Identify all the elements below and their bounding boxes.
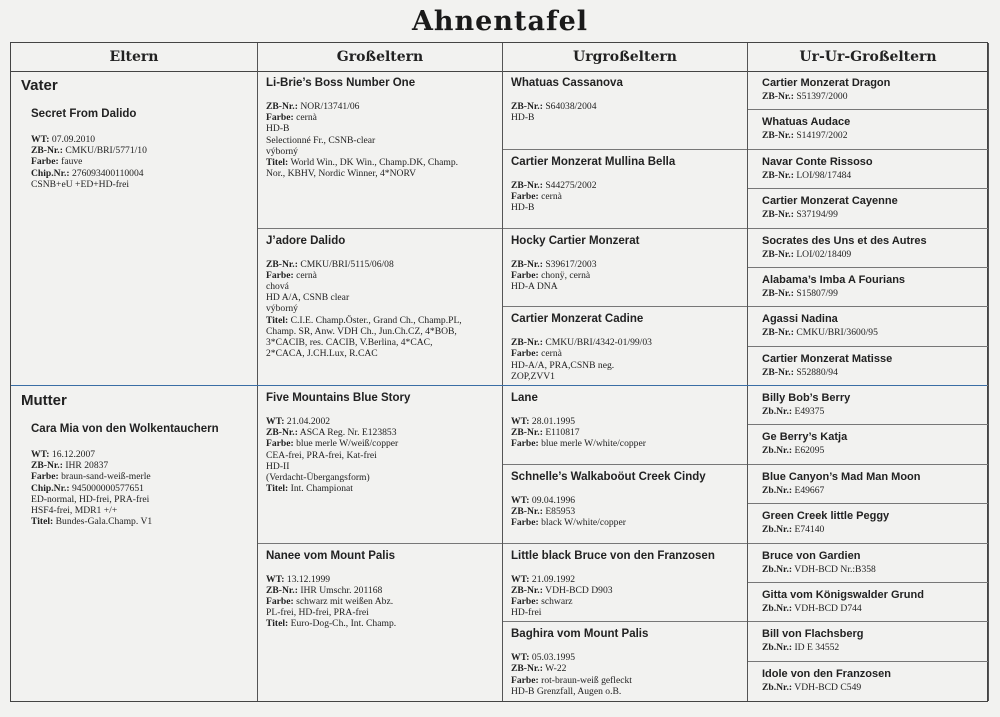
detail-line	[266, 112, 494, 123]
dog-name: Cartier Monzerat Matisse	[762, 352, 893, 365]
detail-value: schwarz	[541, 595, 573, 607]
detail-value: E49375	[794, 406, 825, 417]
detail-value: E85953	[545, 505, 576, 517]
dog-name: Gitta vom Königswalder Grund	[762, 588, 924, 601]
detail-line	[266, 337, 494, 348]
detail-value: VDH-BCD D903	[545, 584, 613, 596]
detail-key: ZB-Nr.:	[266, 101, 298, 112]
half-separator	[11, 385, 987, 386]
detail-line	[266, 450, 494, 461]
detail-line	[511, 517, 739, 528]
detail-line	[762, 603, 980, 614]
parent-cell-mutter	[11, 386, 257, 701]
detail-key: ZB-Nr.:	[511, 101, 543, 112]
great-great-grandparent-cell	[748, 307, 988, 346]
detail-line	[266, 574, 494, 585]
detail-line	[266, 168, 494, 179]
dog-name: Billy Bob’s Berry	[762, 392, 851, 404]
detail-value: LOI/98/17484	[796, 169, 852, 181]
detail-value: Bundes-Gala.Champ. V1	[55, 516, 153, 528]
detail-value: 28.01.1995	[531, 416, 576, 427]
detail-line	[511, 101, 739, 112]
parent-cell-vater	[11, 71, 257, 386]
detail-key: Zb.Nr.:	[762, 642, 793, 654]
dog-name: Cartier Monzerat Cayenne	[762, 195, 898, 208]
column-parents	[11, 43, 258, 701]
parent-role: Vater	[21, 77, 58, 94]
detail-line	[266, 472, 494, 483]
detail-value: W-22	[545, 663, 567, 675]
detail-line	[266, 101, 494, 112]
detail-value: HD-A DNA	[511, 280, 558, 292]
detail-line	[511, 202, 739, 213]
detail-value: CMKU/BRI/5771/10	[65, 145, 147, 157]
detail-line	[762, 406, 980, 417]
detail-line	[31, 460, 249, 471]
detail-line	[266, 416, 494, 427]
dog-name: Bruce von Gardien	[762, 549, 861, 562]
detail-key: Farbe:	[266, 438, 294, 450]
detail-value: výborný	[266, 303, 298, 315]
dog-name: Agassi Nadina	[762, 313, 838, 326]
detail-line	[31, 168, 249, 179]
detail-line	[511, 574, 739, 585]
detail-line	[266, 348, 494, 359]
detail-value: HD-B Grenzfall, Augen o.B.	[511, 685, 622, 697]
detail-line	[762, 91, 980, 102]
detail-value: ED-normal, HD-frei, PRA-frei	[31, 493, 150, 505]
detail-key: WT:	[511, 494, 530, 506]
detail-line	[511, 416, 739, 427]
grandparent-cell	[258, 544, 502, 702]
detail-line	[762, 564, 980, 575]
detail-value: (Verdacht-Übergangsform)	[266, 472, 370, 484]
dog-name: Whatuas Audace	[762, 116, 851, 129]
detail-line	[266, 281, 494, 292]
detail-value: Champ. SR, Anw. VDH Ch., Jun.Ch.CZ, 4*BOB,	[266, 325, 457, 337]
detail-line	[762, 485, 980, 496]
detail-line	[266, 259, 494, 270]
detail-line	[762, 288, 980, 299]
dog-name: Nanee vom Mount Palis	[266, 549, 396, 562]
detail-key: Zb.Nr.:	[762, 484, 793, 496]
detail-value: VDH-BCD Nr.:B358	[794, 563, 876, 575]
detail-value: Euro-Dog-Ch., Int. Champ.	[290, 618, 397, 630]
detail-value: IHR Umschr. 201168	[300, 584, 383, 596]
detail-value: HD A/A, CSNB clear	[266, 292, 350, 304]
detail-key: Farbe:	[511, 438, 539, 450]
detail-line	[31, 156, 249, 167]
detail-line	[511, 337, 739, 348]
dog-name: Li-Brie’s Boss Number One	[266, 77, 416, 89]
detail-value: Int. Championat	[290, 483, 353, 495]
detail-line	[762, 682, 980, 693]
great-great-grandparent-cell	[748, 662, 988, 701]
detail-value: HSF4-frei, MDR1 +/+	[31, 505, 118, 517]
detail-value: cernà	[541, 190, 562, 202]
detail-value: IHR 20837	[65, 460, 109, 472]
detail-line	[31, 494, 249, 505]
detail-key: Farbe:	[511, 517, 539, 529]
detail-value: ZOP,ZVV1	[511, 370, 555, 382]
detail-value: CEA-frei, PRA-frei, Kat-frei	[266, 449, 377, 461]
detail-key: ZB-Nr.:	[511, 584, 543, 596]
detail-value: S51397/2000	[796, 91, 848, 102]
detail-line	[762, 170, 980, 181]
detail-value: HD-B	[511, 202, 535, 214]
detail-value: CMKU/BRI/4342-01/99/03	[545, 337, 652, 349]
column-header-great-great-grandparents: Ur-Ur-Großeltern	[748, 43, 988, 72]
great-great-grandparent-cell	[748, 544, 988, 583]
detail-key: ZB-Nr.:	[762, 327, 794, 339]
dog-name: Cartier Monzerat Cadine	[511, 313, 644, 326]
detail-value: 07.09.2010	[51, 134, 96, 145]
detail-value: 09.04.1996	[531, 494, 576, 506]
dog-name: Socrates des Uns et des Autres	[762, 234, 927, 247]
dog-name: Little black Bruce von den Franzosen	[511, 549, 715, 562]
detail-line	[511, 259, 739, 270]
detail-line	[266, 427, 494, 438]
detail-key: Farbe:	[266, 112, 294, 124]
parent-role: Mutter	[21, 392, 67, 409]
detail-value: 05.03.1995	[531, 652, 576, 664]
detail-line	[511, 270, 739, 281]
great-grandparent-cell	[503, 229, 747, 308]
great-great-grandparent-cell	[748, 386, 988, 425]
detail-value: schwarz mit weißen Abz.	[296, 595, 394, 607]
detail-key: ZB-Nr.:	[762, 366, 794, 378]
detail-line	[511, 112, 739, 123]
detail-key: WT:	[31, 449, 50, 460]
detail-line	[266, 123, 494, 134]
great-grandparent-cell	[503, 622, 747, 701]
detail-value: CMKU/BRI/5115/06/08	[300, 258, 394, 270]
detail-line	[511, 180, 739, 191]
detail-value: LOI/02/18409	[796, 248, 852, 260]
detail-key: WT:	[266, 573, 285, 585]
detail-key: ZB-Nr.:	[762, 287, 794, 299]
grandparent-cell	[258, 229, 502, 387]
dog-name: J’adore Dalido	[266, 234, 346, 247]
column-grandparents	[258, 43, 503, 701]
detail-line	[511, 191, 739, 202]
detail-key: ZB-Nr.:	[266, 584, 298, 596]
detail-key: Farbe:	[511, 674, 539, 686]
detail-value: S39617/2003	[545, 258, 597, 270]
detail-line	[266, 292, 494, 303]
dog-name: Ge Berry’s Katja	[762, 431, 848, 444]
great-great-grandparent-cell	[748, 425, 988, 464]
dog-name: Lane	[511, 392, 538, 404]
detail-value: S15807/99	[796, 287, 838, 299]
detail-line	[266, 483, 494, 494]
detail-value: cernà	[296, 269, 317, 281]
great-grandparent-cell	[503, 71, 747, 150]
detail-line	[266, 146, 494, 157]
column-great-grandparents	[503, 43, 748, 701]
detail-value: PL-frei, HD-frei, PRA-frei	[266, 607, 369, 619]
detail-value: 13.12.1999	[286, 573, 331, 585]
detail-line	[511, 596, 739, 607]
dog-name: Whatuas Cassanova	[511, 77, 623, 89]
detail-value: 21.04.2002	[286, 416, 331, 427]
detail-value: E62095	[794, 445, 825, 457]
detail-value: VDH-BCD D744	[794, 602, 862, 614]
great-grandparent-cell	[503, 150, 747, 229]
detail-key: Zb.Nr.:	[762, 602, 793, 614]
column-header-great-grandparents: Urgroßeltern	[503, 43, 747, 72]
detail-line	[511, 348, 739, 359]
detail-value: NOR/13741/06	[300, 101, 360, 112]
detail-key: Farbe:	[511, 348, 539, 360]
detail-key: ZB-Nr.:	[511, 179, 543, 191]
detail-value: HD-B	[266, 123, 290, 135]
detail-key: ZB-Nr.:	[762, 130, 794, 142]
detail-line	[511, 371, 739, 382]
detail-value: C.I.E. Champ.Öster., Grand Ch., Champ.PL,	[290, 314, 462, 326]
detail-key: Zb.Nr.:	[762, 681, 793, 693]
detail-value: CMKU/BRI/3600/95	[796, 327, 878, 339]
detail-key: ZB-Nr.:	[511, 337, 543, 349]
dog-name: Navar Conte Rissoso	[762, 155, 873, 168]
detail-line	[31, 471, 249, 482]
detail-line	[511, 686, 739, 697]
detail-value: HD-frei	[511, 607, 542, 619]
detail-line	[762, 249, 980, 260]
dog-name: Five Mountains Blue Story	[266, 392, 411, 404]
detail-value: S52880/94	[796, 366, 838, 378]
detail-line	[762, 209, 980, 220]
grandparent-cell	[258, 386, 502, 544]
great-great-grandparent-cell	[748, 189, 988, 228]
detail-key: Farbe:	[511, 190, 539, 202]
detail-key: WT:	[31, 134, 50, 145]
detail-line	[266, 315, 494, 326]
dog-name: Alabama’s Imba A Fourians	[762, 273, 906, 286]
detail-line	[511, 360, 739, 371]
detail-line	[511, 506, 739, 517]
detail-value: fauve	[61, 156, 83, 168]
dog-name: Secret From Dalido	[31, 108, 137, 120]
detail-key: Farbe:	[266, 269, 294, 281]
detail-key: Titel:	[266, 618, 289, 630]
detail-key: Zb.Nr.:	[762, 524, 793, 536]
detail-line	[31, 145, 249, 156]
detail-key: WT:	[511, 652, 530, 664]
pedigree-table	[10, 42, 988, 702]
detail-line	[762, 130, 980, 141]
detail-key: ZB-Nr.:	[31, 460, 63, 472]
detail-value: S14197/2002	[796, 130, 848, 142]
detail-value: 21.09.1992	[531, 573, 576, 585]
detail-line	[511, 438, 739, 449]
detail-value: cernà	[541, 348, 562, 360]
great-grandparent-cell	[503, 307, 747, 386]
detail-value: braun-sand-weiß-merle	[61, 471, 151, 483]
detail-value: blue merle W/white/copper	[541, 438, 646, 450]
detail-line	[762, 445, 980, 456]
detail-line	[511, 652, 739, 663]
great-grandparent-cell	[503, 465, 747, 544]
detail-value: 16.12.2007	[51, 449, 96, 460]
great-grandparent-cell	[503, 544, 747, 623]
detail-line	[31, 516, 249, 527]
detail-key: Titel:	[266, 314, 289, 326]
column-header-parents: Eltern	[11, 43, 257, 72]
detail-value: 276093400110004	[71, 167, 144, 179]
dog-name: Hocky Cartier Monzerat	[511, 234, 640, 247]
detail-key: ZB-Nr.:	[762, 209, 794, 221]
detail-value: black W/white/copper	[541, 517, 626, 529]
detail-key: Titel:	[266, 483, 289, 495]
detail-value: chová	[266, 280, 289, 292]
detail-key: ZB-Nr.:	[762, 248, 794, 260]
detail-key: Titel:	[31, 516, 54, 528]
detail-line	[511, 495, 739, 506]
great-great-grandparent-cell	[748, 465, 988, 504]
detail-key: ZB-Nr.:	[511, 258, 543, 270]
detail-key: ZB-Nr.:	[762, 91, 794, 102]
detail-value: blue merle W/weiß/copper	[296, 438, 399, 450]
detail-line	[511, 585, 739, 596]
detail-value: cernà	[296, 112, 317, 124]
column-great-great-grandparents	[748, 43, 989, 701]
detail-value: Selectionné Fr., CSNB-clear	[266, 134, 376, 146]
detail-key: Zb.Nr.:	[762, 563, 793, 575]
detail-line	[266, 157, 494, 168]
detail-line	[266, 438, 494, 449]
detail-line	[266, 607, 494, 618]
detail-line	[266, 270, 494, 281]
great-great-grandparent-cell	[748, 583, 988, 622]
detail-line	[511, 607, 739, 618]
dog-name: Schnelle’s Walkaboöut Creek Cindy	[511, 470, 706, 483]
detail-value: E110817	[545, 427, 580, 439]
detail-line	[762, 327, 980, 338]
detail-value: chonÿ, cernà	[541, 269, 591, 281]
page-title: Ahnentafel	[411, 6, 589, 37]
detail-key: ZB-Nr.:	[511, 505, 543, 517]
detail-value: S44275/2002	[545, 179, 597, 191]
column-header-grandparents: Großeltern	[258, 43, 502, 72]
detail-value: CSNB+eU +ED+HD-frei	[31, 178, 130, 190]
detail-value: 2*CACA, J.CH.Lux, R.CAC	[266, 348, 378, 360]
detail-value: S37194/99	[796, 209, 838, 221]
detail-value: HD-II	[266, 460, 290, 472]
detail-line	[266, 135, 494, 146]
great-great-grandparent-cell	[748, 622, 988, 661]
detail-line	[511, 281, 739, 292]
detail-line	[266, 618, 494, 629]
detail-key: Farbe:	[31, 156, 59, 168]
detail-key: Farbe:	[511, 269, 539, 281]
detail-value: Nor., KBHV, Nordic Winner, 4*NORV	[266, 168, 416, 180]
detail-line	[511, 663, 739, 674]
detail-line	[762, 642, 980, 653]
detail-value: 945000000577651	[71, 482, 144, 494]
detail-key: Titel:	[266, 157, 289, 169]
great-great-grandparent-cell	[748, 504, 988, 543]
dog-name: Blue Canyon’s Mad Man Moon	[762, 470, 921, 483]
dog-name: Cara Mia von den Wolkentauchern	[31, 423, 219, 435]
detail-key: Farbe:	[266, 595, 294, 607]
detail-value: výborný	[266, 145, 298, 157]
detail-line	[266, 461, 494, 472]
detail-key: ZB-Nr.:	[266, 427, 298, 439]
great-great-grandparent-cell	[748, 71, 988, 110]
detail-value: VDH-BCD C549	[794, 681, 862, 693]
detail-line	[762, 524, 980, 535]
detail-key: WT:	[511, 416, 530, 427]
detail-value: ID E 34552	[794, 642, 840, 654]
detail-line	[31, 134, 249, 145]
detail-line	[266, 596, 494, 607]
detail-value: ASCA Reg. Nr. E123853	[299, 427, 397, 439]
detail-line	[266, 585, 494, 596]
dog-name: Cartier Monzerat Mullina Bella	[511, 155, 676, 168]
detail-key: Zb.Nr.:	[762, 445, 793, 457]
detail-key: Zb.Nr.:	[762, 406, 793, 417]
grandparent-cell	[258, 71, 502, 229]
detail-key: ZB-Nr.:	[511, 427, 543, 439]
detail-key: WT:	[266, 416, 285, 427]
detail-line	[762, 367, 980, 378]
great-grandparent-cell	[503, 386, 747, 465]
great-great-grandparent-cell	[748, 150, 988, 189]
detail-line	[31, 505, 249, 516]
detail-line	[266, 326, 494, 337]
detail-key: Chip.Nr.:	[31, 482, 70, 494]
dog-name: Baghira vom Mount Palis	[511, 628, 649, 641]
detail-key: Farbe:	[31, 471, 59, 483]
detail-key: Farbe:	[511, 595, 539, 607]
detail-line	[511, 427, 739, 438]
detail-value: HD-A/A, PRA,CSNB neg.	[511, 359, 615, 371]
detail-value: S64038/2004	[545, 101, 597, 112]
great-great-grandparent-cell	[748, 268, 988, 307]
great-great-grandparent-cell	[748, 110, 988, 149]
detail-value: HD-B	[511, 112, 535, 124]
dog-name: Idole von den Franzosen	[762, 667, 891, 680]
detail-line	[511, 675, 739, 686]
detail-key: WT:	[511, 573, 530, 585]
detail-line	[31, 449, 249, 460]
dog-name: Green Creek little Peggy	[762, 510, 890, 523]
detail-value: World Win., DK Win., Champ.DK, Champ.	[290, 157, 459, 169]
dog-name: Bill von Flachsberg	[762, 628, 864, 641]
dog-name: Cartier Monzerat Dragon	[762, 77, 891, 89]
detail-value: E49667	[794, 484, 825, 496]
great-great-grandparent-cell	[748, 229, 988, 268]
detail-key: ZB-Nr.:	[511, 663, 543, 675]
detail-key: ZB-Nr.:	[762, 169, 794, 181]
detail-key: ZB-Nr.:	[31, 145, 63, 157]
detail-line	[31, 483, 249, 494]
detail-value: E74140	[794, 524, 825, 536]
detail-line	[266, 303, 494, 314]
great-great-grandparent-cell	[748, 347, 988, 386]
detail-key: ZB-Nr.:	[266, 258, 298, 270]
detail-value: rot-braun-weiß gefleckt	[541, 674, 632, 686]
detail-key: Chip.Nr.:	[31, 167, 70, 179]
detail-line	[31, 179, 249, 190]
detail-value: 3*CACIB, res. CACIB, V.Berlina, 4*CAC,	[266, 336, 433, 348]
